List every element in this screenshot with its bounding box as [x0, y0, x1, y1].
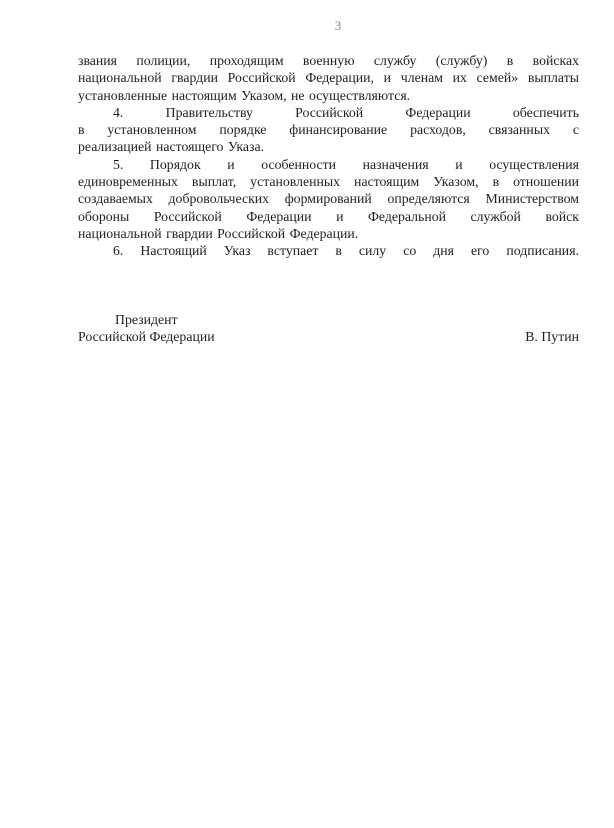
document-line: единовременных выплат, установленных настоящим Указом, в отношении — [78, 174, 579, 190]
document-line: реализацией настоящего Указа. — [78, 139, 265, 155]
document-line: 6. Настоящий Указ вступает в силу со дня его подписания. — [113, 243, 579, 259]
document-line: обороны Российской Федерации и Федеральной службой войск — [78, 208, 579, 224]
document-line: установленные настоящим Указом, не осуществляются. — [78, 87, 411, 103]
document-body — [78, 52, 579, 260]
signature-title-line-2: Российской Федерации — [78, 329, 215, 345]
document-line: национальной гвардии Российской Федерации. — [78, 225, 359, 241]
document-line: национальной гвардии Российской Федерации, и членам их семей» выплаты — [78, 70, 579, 86]
document-line: 4. Правительству Российской Федерации обеспечить — [113, 104, 579, 120]
page-number: 3 — [334, 18, 342, 33]
document-line: создаваемых добровольческих формирований определяются Министерством — [78, 191, 579, 207]
signature-name: В. Путин — [525, 329, 579, 345]
document-line: в установленном порядке финансирование расходов, связанных с — [78, 122, 579, 138]
signature-title — [78, 311, 215, 346]
document-line: звания полиции, проходящим военную службу (службу) в войсках — [78, 53, 579, 68]
signature-block — [78, 311, 579, 346]
signature-title-line-1: Президент — [115, 312, 178, 327]
document-line: 5. Порядок и особенности назначения и осуществления — [113, 156, 579, 172]
